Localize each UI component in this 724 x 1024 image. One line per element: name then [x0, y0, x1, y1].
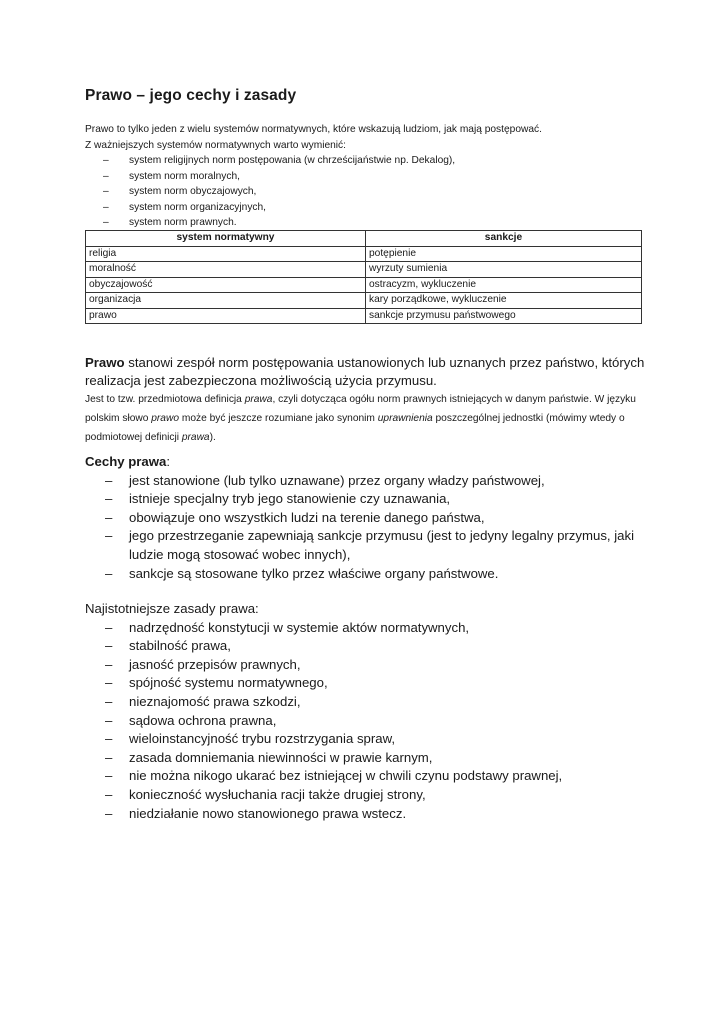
- dash-bullet: –: [105, 749, 113, 765]
- list-item: – nie można nikogo ukarać bez istniejącej w chwili czynu podstawy prawnej,: [85, 767, 645, 786]
- table-cell: prawo: [86, 308, 366, 324]
- principles-list: [85, 619, 645, 824]
- table-cell: sankcje przymusu państwowego: [366, 308, 642, 324]
- column-header: sankcje: [366, 231, 642, 247]
- dash-bullet: –: [103, 155, 109, 166]
- list-item: – niedziałanie nowo stanowionego prawa wstecz.: [85, 805, 645, 824]
- dash-bullet: –: [105, 528, 113, 544]
- features-heading: Cechy prawa:: [85, 454, 171, 469]
- list-item: – system norm obyczajowych,: [85, 184, 645, 200]
- table-row: [86, 308, 642, 324]
- table-cell: kary porządkowe, wykluczenie: [366, 293, 642, 309]
- table-cell: organizacja: [86, 293, 366, 309]
- dash-bullet: –: [105, 675, 113, 691]
- definition-note: Jest to tzw. przedmiotowa definicja prawa, czyli dotycząca ogółu norm prawnych istniejących w danym państwie. W języku polskim słowo prawo może być jeszcze rozumiane jako synonim uprawnienia poszczególnej jednostki (mówimy wtedy o podmiotowej definicji prawa).: [85, 394, 636, 443]
- intro-line-2: Z ważniejszych systemów normatywnych warto wymienić:: [85, 139, 346, 151]
- list-item: – jasność przepisów prawnych,: [85, 656, 645, 675]
- dash-bullet: –: [105, 619, 113, 635]
- dash-bullet: –: [105, 693, 113, 709]
- dash-bullet: –: [105, 712, 113, 728]
- list-item: – konieczność wysłuchania racji także drugiej strony,: [85, 786, 645, 805]
- list-item: – jego przestrzeganie zapewniają sankcje przymusu (jest to jedyny legalny przymus, jaki ludzie mogą stosować wobec innych),: [105, 528, 635, 562]
- dash-bullet: –: [103, 170, 109, 182]
- list-item: – system religijnych norm postępowania (w chrześcijaństwie np. Dekalog),: [85, 153, 645, 169]
- dash-bullet: –: [105, 731, 113, 747]
- dash-bullet: –: [105, 768, 113, 784]
- normative-systems-list: [85, 153, 645, 231]
- dash-bullet: –: [105, 472, 113, 488]
- table-row: [86, 293, 642, 309]
- column-header: system normatywny: [86, 231, 366, 247]
- dash-bullet: –: [105, 805, 113, 821]
- dash-bullet: –: [105, 565, 113, 581]
- principles-heading: Najistotniejsze zasady prawa:: [85, 601, 259, 616]
- list-item: – spójność systemu normatywnego,: [85, 674, 645, 693]
- list-item: – system norm prawnych.: [85, 215, 645, 231]
- table-cell: obyczajowość: [86, 277, 366, 293]
- table-row: [86, 262, 642, 278]
- table-row: [86, 277, 642, 293]
- list-item: – obowiązuje ono wszystkich ludzi na terenie danego państwa,: [85, 509, 645, 528]
- table-cell: ostracyzm, wykluczenie: [366, 277, 642, 293]
- list-item: – nadrzędność konstytucji w systemie aktów normatywnych,: [85, 619, 645, 638]
- dash-bullet: –: [103, 201, 109, 213]
- law-definition: [85, 354, 645, 447]
- features-list: [85, 472, 645, 584]
- intro-section: [85, 122, 645, 231]
- sanctions-table: [85, 230, 642, 324]
- document-title: Prawo – jego cechy i zasady: [85, 87, 297, 104]
- principles-section: [85, 600, 645, 823]
- table-cell: moralność: [86, 262, 366, 278]
- dash-bullet: –: [105, 638, 113, 654]
- list-item: – system norm organizacyjnych,: [85, 200, 645, 216]
- list-item: – system norm moralnych,: [85, 169, 645, 185]
- list-item: – sądowa ochrona prawna,: [85, 712, 645, 731]
- table-cell: wyrzuty sumienia: [366, 262, 642, 278]
- dash-bullet: –: [105, 509, 113, 525]
- list-item: – zasada domniemania niewinności w prawie karnym,: [85, 749, 645, 768]
- list-item: – jest stanowione (lub tylko uznawane) przez organy władzy państwowej,: [85, 472, 645, 491]
- dash-bullet: –: [105, 491, 113, 507]
- dash-bullet: –: [105, 786, 113, 802]
- list-item: – wieloinstancyjność trybu rozstrzygania spraw,: [85, 730, 645, 749]
- list-item: – sankcje są stosowane tylko przez właściwe organy państwowe.: [85, 565, 645, 584]
- definition-main: Prawo stanowi zespół norm postępowania ustanowionych lub uznanych przez państwo, których realizacja jest zabezpieczona możliwością użycia przymusu.: [85, 355, 645, 388]
- definition-term: Prawo: [85, 355, 125, 370]
- list-item: – stabilność prawa,: [85, 637, 645, 656]
- table-header-row: [86, 231, 642, 247]
- table-cell: potępienie: [366, 246, 642, 262]
- features-section: [85, 453, 645, 583]
- list-item: – istnieje specjalny tryb jego stanowienie czy uznawania,: [85, 490, 645, 509]
- table-row: [86, 246, 642, 262]
- table-cell: religia: [86, 246, 366, 262]
- dash-bullet: –: [103, 217, 109, 228]
- dash-bullet: –: [103, 186, 109, 197]
- list-item: – nieznajomość prawa szkodzi,: [85, 693, 645, 712]
- intro-line-1: Prawo to tylko jeden z wielu systemów normatywnych, które wskazują ludziom, jak mają postępować.: [85, 124, 542, 135]
- dash-bullet: –: [105, 656, 113, 672]
